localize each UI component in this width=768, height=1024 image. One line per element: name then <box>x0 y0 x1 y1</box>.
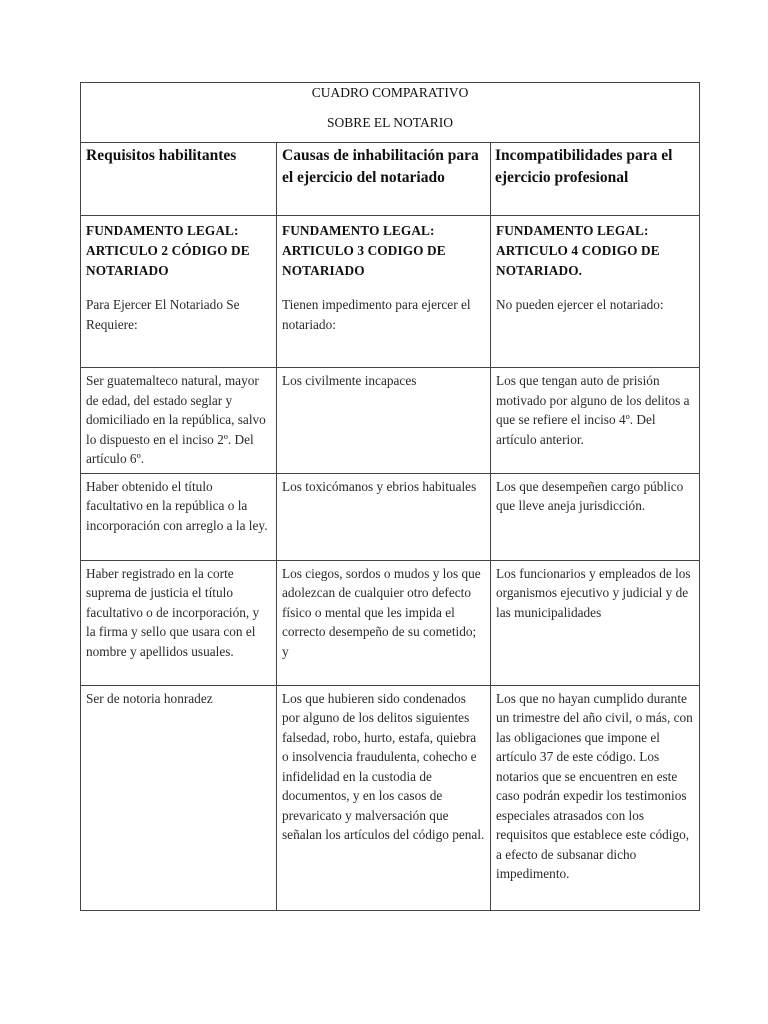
table-title: CUADRO COMPARATIVO <box>311 85 469 100</box>
table-cell <box>277 368 491 474</box>
table-cell <box>81 473 277 560</box>
cell-text: Ser de notoria honradez <box>86 690 213 706</box>
table-row <box>81 685 700 910</box>
table-cell <box>491 368 700 474</box>
fundamento-cell <box>277 216 491 368</box>
table-cell <box>277 473 491 560</box>
cell-text: Los que desempeñen cargo público que lleve aneja jurisdicción. <box>496 478 684 513</box>
table-cell <box>277 560 491 685</box>
cell-text: Los ciegos, sordos o mudos y los que adolezcan de cualquier otro defecto físico o mental que les impida el correcto desempeño de su cometido; y <box>282 565 481 659</box>
table-subtitle: SOBRE EL NOTARIO <box>327 115 453 130</box>
cell-text: Haber registrado en la corte suprema de justicia el título facultativo o de incorporación, y la firma y sello que usara con el nombre y apellidos usuales. <box>86 565 260 659</box>
fundamento-intro: No pueden ejercer el notariado: <box>496 297 664 312</box>
table-row <box>81 368 700 474</box>
fundamento-row <box>81 216 700 368</box>
header-row <box>81 143 700 216</box>
table-cell <box>81 368 277 474</box>
fundamento-heading: FUNDAMENTO LEGAL: ARTICULO 4 CODIGO DE NOTARIADO. <box>496 223 660 278</box>
fundamento-intro: Para Ejercer El Notariado Se Requiere: <box>86 297 240 332</box>
table-cell <box>491 473 700 560</box>
cell-text: Los que tengan auto de prisión motivado por alguno de los delitos a que se refiere el inciso 4º. Del artículo anterior. <box>496 373 690 447</box>
table-title-cell <box>81 83 700 143</box>
table-cell <box>81 560 277 685</box>
fundamento-heading: FUNDAMENTO LEGAL: ARTICULO 3 CODIGO DE NOTARIADO <box>282 223 446 278</box>
title-row <box>81 83 700 143</box>
column-header-causas: Causas de inhabilitación para el ejercicio del notariado <box>277 143 491 216</box>
table-row <box>81 560 700 685</box>
fundamento-cell <box>81 216 277 368</box>
cell-text: Los que hubieren sido condenados por alguno de los delitos siguientes falsedad, robo, hurto, estafa, quiebra o insolvencia fraudulenta, cohecho e infidelidad en la custodia de documentos, y en los casos de prevaricato y malversación que señalan los artículos del código penal. <box>282 690 485 842</box>
cell-text: Los funcionarios y empleados de los organismos ejecutivo y judicial y de las municipalidades <box>496 565 691 620</box>
table-row <box>81 473 700 560</box>
column-header-incompatibilidades: Incompatibilidades para el ejercicio profesional <box>491 143 700 216</box>
table-cell <box>491 685 700 910</box>
cell-text: Ser guatemalteco natural, mayor de edad, del estado seglar y domiciliado en la república, salvo lo dispuesto en el inciso 2º. Del artículo 6º. <box>86 373 266 466</box>
comparative-table <box>80 82 700 911</box>
cell-text: Los toxicómanos y ebrios habituales <box>282 478 477 494</box>
table-cell <box>81 685 277 910</box>
column-header-requisitos: Requisitos habilitantes <box>81 143 277 216</box>
fundamento-intro: Tienen impedimento para ejercer el notariado: <box>282 297 471 332</box>
table-cell <box>277 685 491 910</box>
fundamento-cell <box>491 216 700 368</box>
table-cell <box>491 560 700 685</box>
cell-text: Los que no hayan cumplido durante un trimestre del año civil, o más, con las obligaciones que impone el artículo 37 de este código. Los notarios que se encuentren en este caso podrán expedir los testimonios especiales atrasados con los requisitos que establece este código, a efecto de subsanar dicho impedimento. <box>496 690 693 881</box>
fundamento-heading: FUNDAMENTO LEGAL: ARTICULO 2 CÓDIGO DE NOTARIADO <box>86 223 250 278</box>
cell-text: Haber obtenido el título facultativo en la república o la incorporación con arreglo a la ley. <box>86 478 268 533</box>
cell-text: Los civilmente incapaces <box>282 373 417 388</box>
